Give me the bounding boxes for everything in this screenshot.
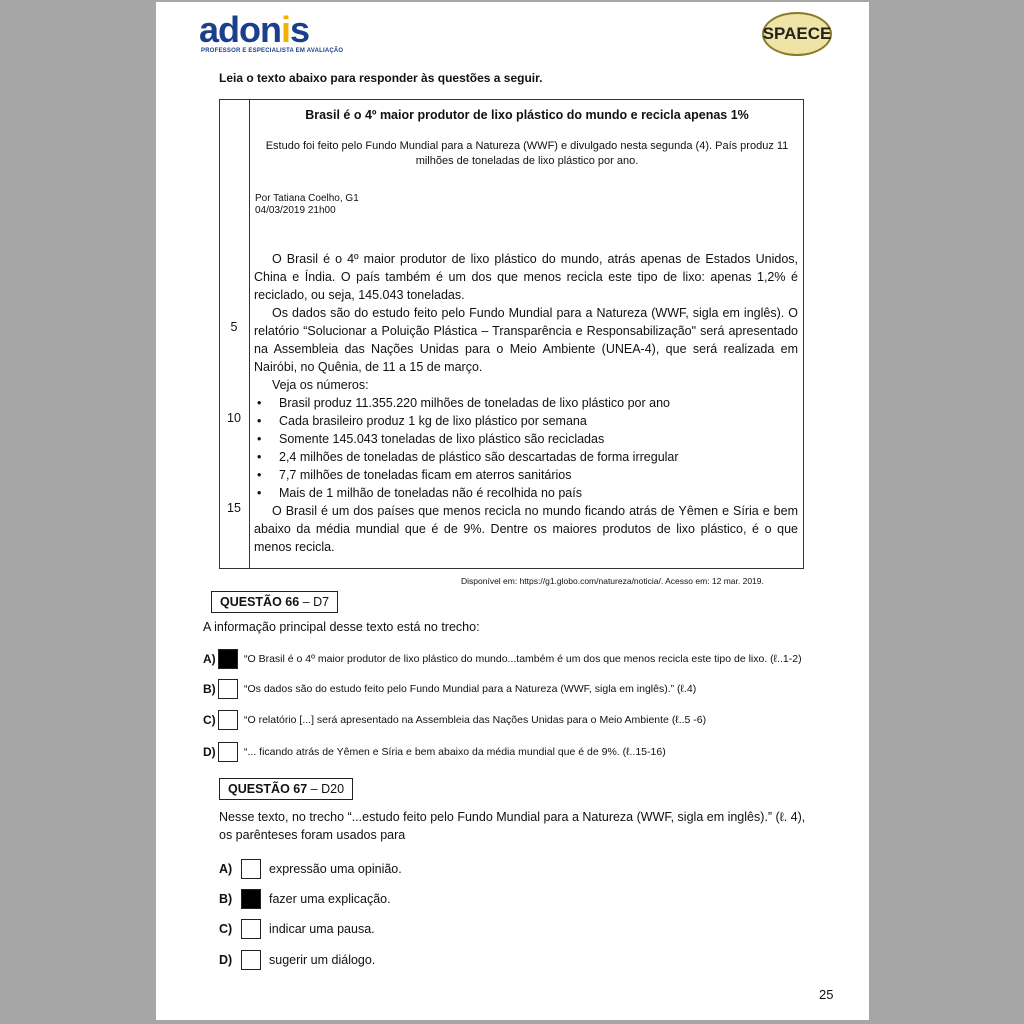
source-citation: Disponível em: https://g1.globo.com/natureza/noticia/. Acesso em: 12 mar. 2019. — [461, 576, 764, 586]
page-number: 25 — [819, 987, 834, 1002]
reading-instruction: Leia o texto abaixo para responder às questões a seguir. — [219, 71, 543, 85]
question-67-option-b[interactable]: B) fazer uma explicação. — [219, 889, 391, 909]
checkbox-icon[interactable] — [218, 710, 238, 730]
checkbox-icon[interactable] — [218, 742, 238, 762]
bullet-icon: • — [257, 414, 262, 428]
article-headline: Brasil é o 4º maior produtor de lixo plástico do mundo e recicla apenas 1% — [305, 108, 749, 122]
article-paragraph: O Brasil é um dos países que menos recicla no mundo ficando atrás de Yêmen e Síria e bem abaixo da média mundial que é de 9%. Dentre os maiores produtos de lixo plástico, é o que menos recicla. — [254, 504, 798, 554]
question-67-option-d[interactable]: D) sugerir um diálogo. — [219, 950, 375, 970]
adonis-logo: adonis — [199, 9, 310, 50]
article-paragraph: Veja os números: — [272, 378, 369, 392]
checkbox-icon[interactable] — [241, 889, 261, 909]
list-item: • Somente 145.043 toneladas de lixo plástico são recicladas — [257, 432, 605, 446]
list-item: • Mais de 1 milhão de toneladas não é recolhida no país — [257, 486, 582, 500]
question-66-option-d[interactable]: D) “... ficando atrás de Yêmen e Síria e bem abaixo da média mundial que é de 9%. (ℓ..15-16) — [203, 742, 666, 762]
checkbox-icon[interactable] — [241, 859, 261, 879]
bullet-icon: • — [257, 432, 262, 446]
article-author: Por Tatiana Coelho, G1 — [255, 193, 359, 204]
article-subhead: Estudo foi feito pelo Fundo Mundial para a Natureza (WWF) e divulgado nesta segunda (4). País produz 11 milhões de toneladas de lixo plástico por ano. — [265, 140, 789, 167]
checkbox-icon[interactable] — [241, 950, 261, 970]
question-67-option-a[interactable]: A) expressão uma opinião. — [219, 859, 402, 879]
question-66-option-a[interactable]: A) “O Brasil é o 4º maior produtor de lixo plástico do mundo...também é um dos que menos recicla este tipo de lixo. (ℓ..1-2) — [203, 649, 802, 669]
line-number-divider — [249, 99, 250, 569]
list-item: • Brasil produz 11.355.220 milhões de toneladas de lixo plástico por ano — [257, 396, 670, 410]
question-66-label: QUESTÃO 66 – D7 — [211, 591, 338, 613]
list-item: • 7,7 milhões de toneladas ficam em aterros sanitários — [257, 468, 572, 482]
question-67-label: QUESTÃO 67 – D20 — [219, 778, 353, 800]
question-66-option-c[interactable]: C) “O relatório [...] será apresentado na Assembleia das Nações Unidas para o Meio Ambiente (ℓ..5 -6) — [203, 710, 706, 730]
checkbox-icon[interactable] — [218, 679, 238, 699]
exam-page — [156, 2, 869, 1020]
bullet-icon: • — [257, 450, 262, 464]
article-byline — [255, 193, 359, 217]
question-66-option-b[interactable]: B) “Os dados são do estudo feito pelo Fundo Mundial para a Natureza (WWF, sigla em inglês).” (ℓ.4) — [203, 679, 696, 699]
logo-tagline: PROFESSOR E ESPECIALISTA EM AVALIAÇÃO — [201, 48, 344, 54]
bullet-icon: • — [257, 486, 262, 500]
list-item: • 2,4 milhões de toneladas de plástico são descartadas de forma irregular — [257, 450, 679, 464]
spaece-badge: SPAECE — [762, 12, 832, 56]
article-paragraph: O Brasil é o 4º maior produtor de lixo plástico do mundo, atrás apenas de Estados Unidos, China e Índia. O país também é um dos que menos recicla este tipo de lixo: apenas 1,2% é reciclado, ou seja, 145.043 toneladas. — [254, 252, 798, 302]
line-number: 5 — [230, 320, 238, 334]
question-67-prompt: Nesse texto, no trecho “...estudo feito pelo Fundo Mundial para a Natureza (WWF, sigla em inglês).” (ℓ. 4), os parênteses foram usados para — [219, 810, 806, 842]
article-body — [254, 250, 798, 556]
list-item: • Cada brasileiro produz 1 kg de lixo plástico por semana — [257, 414, 587, 428]
question-66-prompt: A informação principal desse texto está no trecho: — [203, 620, 480, 634]
bullet-icon: • — [257, 468, 262, 482]
bullet-icon: • — [257, 396, 262, 410]
line-number: 10 — [227, 411, 241, 425]
article-date: 04/03/2019 21h00 — [255, 205, 336, 216]
article-paragraph: Os dados são do estudo feito pelo Fundo Mundial para a Natureza (WWF, sigla em inglês). O relatório “Solucionar a Poluição Plástica – Transparência e Responsabilização" será apresentado na Assembleia das Nações Unidas para o Meio Ambiente (UNEA-4), que será realizada em Nairóbi, no Quênia, de 11 a 15 de março. — [254, 306, 798, 374]
question-67-option-c[interactable]: C) indicar uma pausa. — [219, 919, 375, 939]
checkbox-icon[interactable] — [241, 919, 261, 939]
line-number: 15 — [227, 501, 241, 515]
checkbox-icon[interactable] — [218, 649, 238, 669]
